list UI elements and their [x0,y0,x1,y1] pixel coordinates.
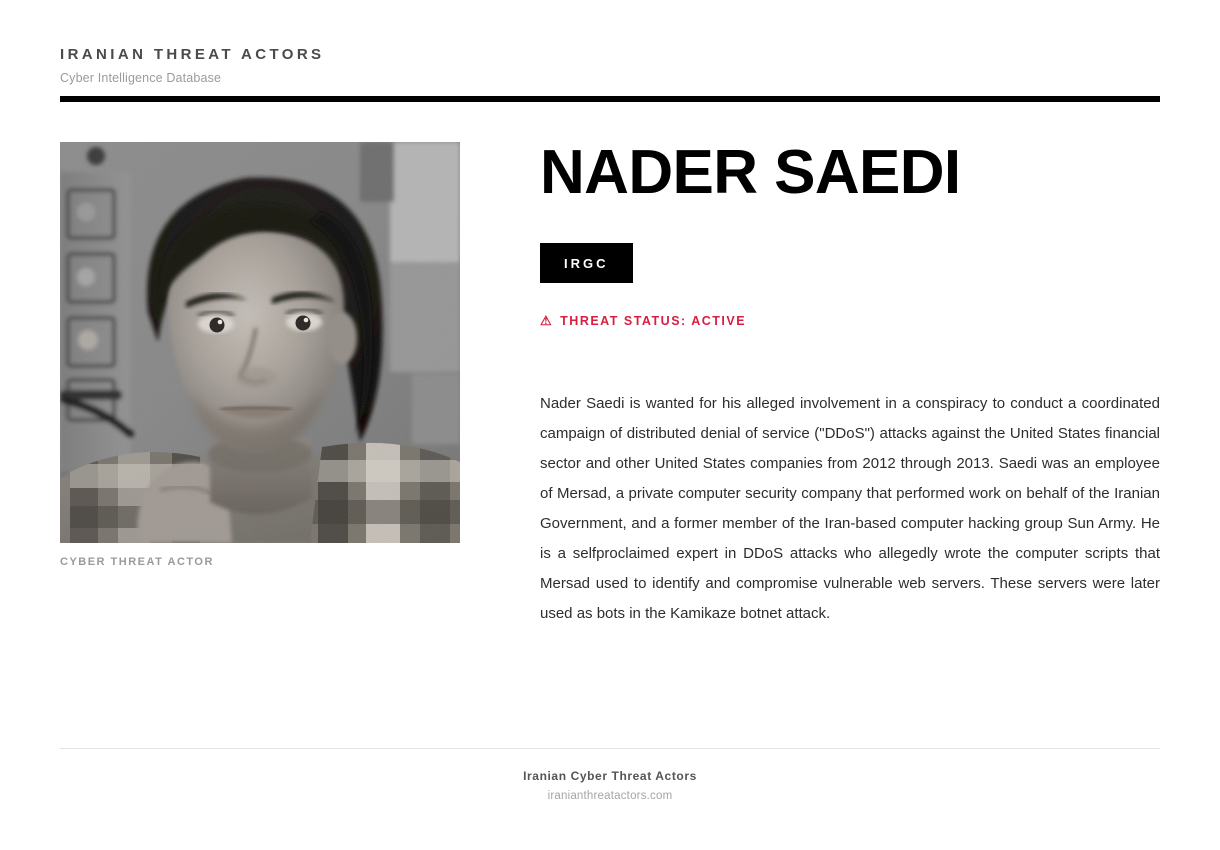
warning-triangle-icon: ⚠ [540,313,554,329]
photo-caption: CYBER THREAT ACTOR [60,556,214,569]
threat-status [540,314,1160,327]
site-title: IRANIAN THREAT ACTORS [60,46,325,63]
page-footer [0,748,1220,803]
page-content [60,0,1160,644]
site-subtitle: Cyber Intelligence Database [60,70,222,85]
affiliation-badge: IRGC [540,243,633,283]
actor-biography: Nader Saedi is wanted for his alleged involvement in a conspiracy to conduct a coordinated campaign of distributed denial of service ("DDoS") attacks against the United States financial sector and other United States companies from 2012 through 2013. Saedi was an employee of Mersad, a private computer security company that performed work on behalf of the Iranian Government, and a former member of the Iran-based computer hacking group Sun Army. He is a selfproclaimed expert in DDoS attacks who allegedly wrote the computer scripts that Mersad used to identify and compromise vulnerable web servers. These servers were later used as bots in the Kamikaze botnet attack. [540,395,1160,623]
details-column [460,138,1160,644]
actor-photo-image [60,142,460,543]
header-rule-bar [60,96,1160,102]
footer-content [60,749,1160,803]
actor-name: NADER SAEDI [540,138,961,208]
footer-site-url[interactable]: iranianthreatactors.com [547,790,673,803]
masthead [60,0,1160,85]
main-layout [60,138,1160,644]
photo-column [60,142,460,568]
actor-photo [60,142,460,543]
threat-status-label: THREAT STATUS: ACTIVE [560,313,747,328]
footer-site-name: Iranian Cyber Threat Actors [523,769,697,783]
